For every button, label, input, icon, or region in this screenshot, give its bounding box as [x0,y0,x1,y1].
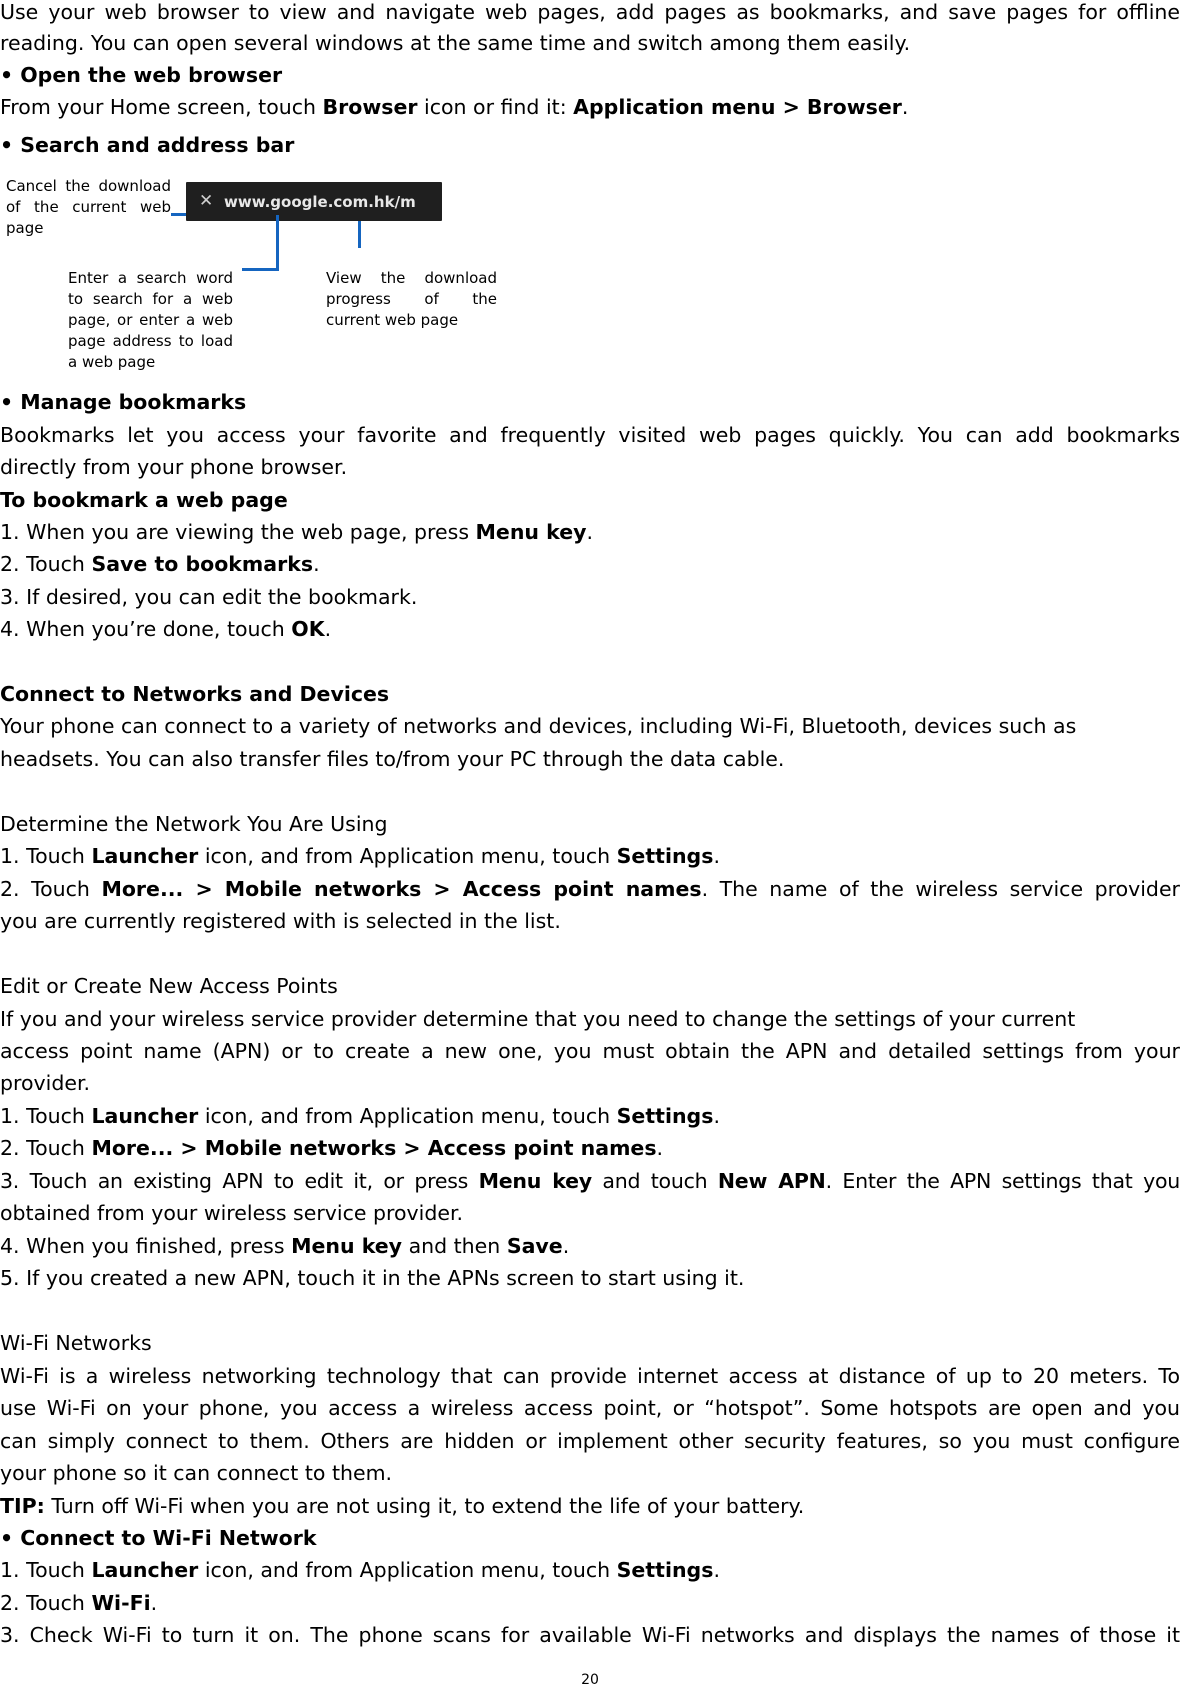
wifi-heading: Wi-Fi Networks [0,1331,152,1355]
wifi-line-1: Wi-Fi is a wireless networking technology that can provide internet access at distance of up to 20 meters. To [0,1364,1180,1388]
search-bar-heading: • Search and address bar [0,133,295,157]
wifi-step-3: 3. Check Wi-Fi to turn it on. The phone scans for available Wi-Fi networks and displays the names of those it [0,1623,1180,1647]
callout-line-cancel [171,213,186,216]
edit-apn-step-1: 1. Touch Launcher icon, and from Application menu, touch Settings. [0,1104,720,1128]
wifi-step-1: 1. Touch Launcher icon, and from Application menu, touch Settings. [0,1558,720,1582]
wifi-tip: TIP: Turn off Wi-Fi when you are not using it, to extend the life of your battery. [0,1494,805,1518]
address-bar-illustration [186,182,442,221]
determine-step-1: 1. Touch Launcher icon, and from Application menu, touch Settings. [0,844,720,868]
edit-apn-step-3-cont: obtained from your wireless service provider. [0,1201,464,1225]
open-browser-heading: • Open the web browser [0,63,283,87]
open-browser-text: From your Home screen, touch Browser icon or find it: Application menu > Browser. [0,95,909,119]
callout-download-progress: View the download progress of the current web page [326,269,497,329]
edit-apn-line-2: access point name (APN) or to create a new one, you must obtain the APN and detailed settings from your [0,1039,1180,1063]
edit-apn-step-3: 3. Touch an existing APN to edit it, or press Menu key and touch New APN. Enter the APN settings that you [0,1169,1180,1193]
wifi-line-4: your phone so it can connect to them. [0,1461,393,1485]
wifi-step-2: 2. Touch Wi-Fi. [0,1591,158,1615]
connect-wifi-heading: • Connect to Wi-Fi Network [0,1526,317,1550]
determine-step-2-cont: you are currently registered with is selected in the list. [0,909,561,933]
networks-heading: Connect to Networks and Devices [0,682,390,706]
callout-line-search-vertical [276,215,279,271]
page-number: 20 [581,1672,599,1688]
edit-apn-step-4: 4. When you finished, press Menu key and then Save. [0,1234,570,1258]
edit-apn-line-3: provider. [0,1071,91,1095]
edit-apn-step-2: 2. Touch More... > Mobile networks > Access point names. [0,1136,664,1160]
intro-line-1: Use your web browser to view and navigate web pages, add pages as bookmarks, and save pages for offline [0,0,1180,24]
wifi-line-3: can simply connect to them. Others are hidden or implement other security features, so you must configure [0,1429,1180,1453]
bookmarks-line-1: Bookmarks let you access your favorite and frequently visited web pages quickly. You can add bookmarks [0,423,1180,447]
address-bar-url: www.google.com.hk/m [224,193,416,211]
bookmark-step-4: 4. When you’re done, touch OK. [0,617,332,641]
callout-cancel-download: Cancel the download of the current web page [6,177,171,237]
edit-apn-line-1: If you and your wireless service provider determine that you need to change the settings of your current [0,1007,1076,1031]
bookmark-step-2: 2. Touch Save to bookmarks. [0,552,320,576]
edit-apn-heading: Edit or Create New Access Points [0,974,338,998]
bookmark-step-3: 3. If desired, you can edit the bookmark. [0,585,418,609]
callout-line-search-horizontal [242,268,279,271]
determine-heading: Determine the Network You Are Using [0,812,388,836]
edit-apn-step-5: 5. If you created a new APN, touch it in the APNs screen to start using it. [0,1266,745,1290]
networks-line-2: headsets. You can also transfer files to/from your PC through the data cable. [0,747,785,771]
callout-search-word: Enter a search word to search for a web page, or enter a web page address to load a web page [68,269,233,371]
wifi-line-2: use Wi-Fi on your phone, you access a wireless access point, or “hotspot”. Some hotspots are open and you [0,1396,1180,1420]
callout-line-progress [358,221,361,248]
close-icon: ✕ [199,191,214,211]
bookmark-subheading: To bookmark a web page [0,488,288,512]
bookmarks-line-2: directly from your phone browser. [0,455,348,479]
determine-step-2: 2. Touch More... > Mobile networks > Access point names. The name of the wireless service provider [0,877,1180,901]
networks-line-1: Your phone can connect to a variety of networks and devices, including Wi-Fi, Bluetooth, devices such as [0,714,1077,738]
bookmark-step-1: 1. When you are viewing the web page, press Menu key. [0,520,594,544]
bookmarks-heading: • Manage bookmarks [0,390,247,414]
intro-line-2: reading. You can open several windows at the same time and switch among them easily. [0,31,911,55]
